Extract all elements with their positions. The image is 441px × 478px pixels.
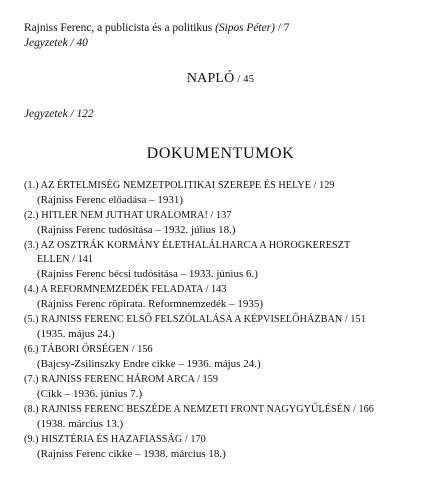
entry-title: (3.) AZ OSZTRÁK KORMÁNY ÉLETHALÁLHARCA A HOROGKERESZT bbox=[24, 240, 351, 251]
entry-subtitle: (1935. május 24.) bbox=[37, 328, 115, 340]
intro-study-page: / 7 bbox=[274, 22, 290, 34]
dokumentumok-heading: DOKUMENTUMOK bbox=[146, 145, 295, 162]
entry-subtitle: (Rajniss Ferenc előadása – 1931) bbox=[37, 194, 184, 206]
intro-study-author: (Sipos Péter) bbox=[215, 22, 275, 34]
naplo-page: / 45 bbox=[234, 74, 255, 85]
entry-subtitle: (1938. március 13.) bbox=[37, 418, 124, 430]
naplo-title: NAPLÓ bbox=[186, 71, 235, 86]
entry-title: (8.) RAJNISS FERENC BESZÉDE A NEMZETI FRONT NAGYGYŰLÉSÉN / 166 bbox=[24, 404, 374, 415]
entry-number: (4.) bbox=[24, 284, 39, 295]
notes-line-2: Jegyzetek / 122 bbox=[24, 108, 94, 120]
entry-number: (3.) bbox=[24, 240, 39, 251]
intro-study-line bbox=[24, 21, 289, 35]
entry-subtitle: (Rajniss Ferenc bécsi tudósítása – 1933. június 6.) bbox=[37, 268, 258, 280]
entry-subtitle: (Rajniss Ferenc tudósítása – 1932. július 18.) bbox=[37, 224, 236, 236]
entry-number: (8.) bbox=[24, 404, 39, 415]
entry-subtitle: (Bajcsy-Zsilinszky Endre cikke – 1936. május 24.) bbox=[37, 358, 261, 370]
entry-title-continuation: ELLEN / 141 bbox=[37, 254, 94, 265]
entry-subtitle: (Rajniss Ferenc cikke – 1938. március 18.) bbox=[37, 448, 226, 460]
entry-title: (4.) A REFORMNEMZEDÉK FELADATA / 143 bbox=[24, 284, 227, 295]
entry-number: (5.) bbox=[24, 314, 39, 325]
entry-title: (2.) HITLER NEM JUTHAT URALOMRA! / 137 bbox=[24, 210, 232, 221]
entry-number: (1.) bbox=[24, 180, 39, 191]
naplo-heading bbox=[0, 71, 441, 87]
entry-title: (6.) TÁBORI ŐRSÉGEN / 156 bbox=[24, 344, 153, 355]
entry-number: (9.) bbox=[24, 434, 39, 445]
entry-title: (5.) RAJNISS FERENC ELSŐ FELSZÓLALÁSA A KÉPVISELŐHÁZBAN / 151 bbox=[24, 314, 366, 325]
entry-subtitle: (Rajniss Ferenc röpirata. Reformnemzedék – 1935) bbox=[37, 298, 264, 310]
entry-number: (2.) bbox=[24, 210, 39, 221]
intro-study-title: Rajniss Ferenc, a publicista és a politikus bbox=[24, 22, 216, 34]
entry-title: (7.) RAJNISS FERENC HÁROM ARCA / 159 bbox=[24, 374, 218, 385]
entry-number: (7.) bbox=[24, 374, 39, 385]
entry-title: (9.) HISZTÉRIA ÉS HAZAFIASSÁG / 170 bbox=[24, 434, 206, 445]
entry-subtitle: (Cikk – 1936. június 7.) bbox=[37, 388, 143, 400]
notes-line-1: Jegyzetek / 40 bbox=[24, 37, 88, 49]
entry-number: (6.) bbox=[24, 344, 39, 355]
entry-title: (1.) AZ ÉRTELMISÉG NEMZETPOLITIKAI SZEREPE ÉS HELYE / 129 bbox=[24, 180, 335, 191]
